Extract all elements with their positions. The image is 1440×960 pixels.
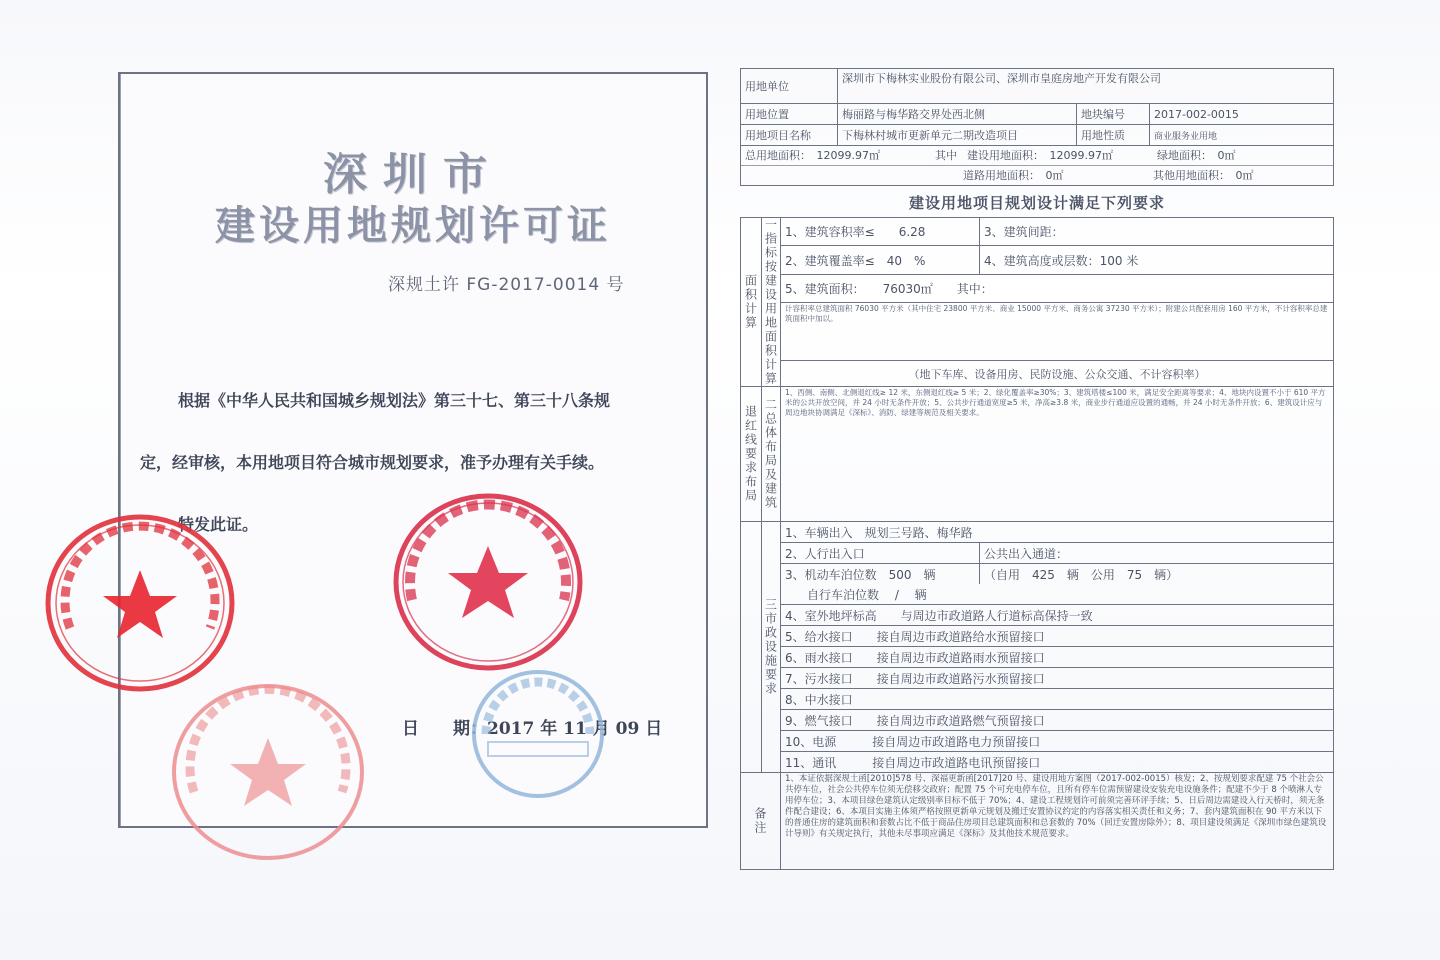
seal-huangting-red-1: [40, 508, 240, 698]
notes-text: 1、本证依据深规土函[2010]578 号、深福更新函[2017]20 号、建设用地方案图（2017-002-0015）核发；2、按规划要求配建 75 个社会公共停车位，社会公共停车位须无偿移交政府；配置 75 个可充电停车位，且所有停车位需预留建设安装充电设施条件；配建不少于 8 个喷淋人专用停车位；3、本项目绿色建筑认定级别率目标不低于 70%；4、建设工程规划许可前须完善环评手续；5、日后周边需建设入行天桥时，须无条件配合建设；6、本项目实施主体须严格按照更新单元规划及搬迁安置协议约定的内容落实相关责任和义务；7、套内建筑面积在 90 平方米以下的普通住房的建筑面积和套数占比不低于商品住房项目总建筑面积和总套数的 70%（回迁安置房除外）；8、项目建设须满足《深圳市绿色建筑设计导则》有关规定执行，其他未尽事项应满足《深标》及其他技术规范要求。: [781, 773, 1334, 870]
municipal-item-3c: 自行车泊位数 / 辆: [781, 584, 1334, 605]
notes-label: 备注: [741, 773, 781, 870]
issue-date: 日 期：2017 年 11 月 09 日: [402, 719, 663, 739]
parcel-label: 地块编号: [1077, 104, 1150, 125]
parcel-value: 2017-002-0015: [1150, 104, 1334, 125]
floor-area-item: 5、建筑面积： 76030㎡ 其中：: [781, 274, 1334, 302]
permit-number: 深规土许 FG-2017-0014 号: [388, 275, 625, 295]
requirements-page: [740, 68, 1334, 870]
municipal-item-2b: 公共出入通道：: [980, 543, 1334, 564]
municipal-item-2: 2、人行出入口: [781, 543, 980, 564]
of-which-label: 其中: [935, 149, 957, 162]
nature-label: 用地性质: [1077, 125, 1150, 146]
title-main: 建设用地规划许可证: [215, 202, 611, 249]
land-info-table: [740, 68, 1334, 186]
municipal-item-3: 3、机动车泊位数 500 辆: [781, 564, 980, 585]
municipal-item-8: 8、中水接口: [781, 689, 1334, 710]
spacing-item: 3、建筑间距：: [980, 218, 1334, 246]
floor-area-detail: 计容积率总建筑面积 76030 平方米（其中住宅 23800 平方米、商业 15000 平方米、商务公寓 37230 平方米）；附建公共配套用房 160 平方米，不计容积率总建筑面积中加以。: [781, 303, 1334, 361]
municipal-item-10: 10、电源 接自周边市政道路电力预留接口: [781, 731, 1334, 752]
nature-value: 商业服务业用地: [1150, 125, 1334, 146]
sec2-label: 二总体布局及建筑: [762, 387, 781, 522]
municipal-item-5: 5、给水接口 接自周边市政道路给水预留接口: [781, 626, 1334, 647]
total-area: 总用地面积： 12099.97㎡: [745, 149, 880, 162]
body-line-3: 特发此证。: [178, 515, 259, 534]
build-area: 建设用地面积： 12099.97㎡: [967, 149, 1113, 162]
other-area: 其他用地面积： 0㎡: [1153, 169, 1254, 182]
requirements-table: [740, 217, 1334, 870]
project-label: 用地项目名称: [741, 125, 838, 146]
body-line-1: 根据《中华人民共和国城乡规划法》第三十七、第三十八条规: [178, 391, 611, 410]
location-value: 梅丽路与梅华路交界处西北侧: [838, 104, 1077, 125]
unit-value: 深圳市下梅林实业股份有限公司、深圳市皇庭房地产开发有限公司: [838, 69, 1334, 104]
coverage-item: 2、建筑覆盖率≤ 40 %: [781, 246, 980, 274]
height-item: 4、建筑高度或层数：100 米: [980, 246, 1334, 274]
sec3-label: 三市政设施要求: [762, 522, 781, 773]
unit-label: 用地单位: [741, 69, 838, 104]
requirements-title: 建设用地项目规划设计满足下列要求: [908, 194, 1165, 212]
seal-huangting-red-2: [168, 682, 368, 862]
municipal-item-3b: （自用 425 辆 公用 75 辆）: [980, 564, 1334, 585]
layout-requirements: 1、西侧、南侧、北侧退红线≥ 12 米，东侧退红线≥ 5 米；2、绿化覆盖率≥30%；3、建筑塔楼≤100 米，满足安全距离等要求；4、地块内设置不小于 610 平方米的公共开放空间，并 24 小时无条件开放；5、公共步行通道宽度≥5 米，净高≥3.8 米，商业步行通道应设置的通畅，并 24 小时无条件开放；6、建筑设计应与周边地块协调满足《深标》、消防、绿建等规范及相关要求。: [781, 387, 1334, 522]
municipal-item-11: 11、通讯 接自周边市政道路电讯预留接口: [781, 752, 1334, 773]
municipal-item-1: 1、车辆出入 规划三号路、梅华路: [781, 522, 1334, 543]
green-area: 绿地面积： 0㎡: [1157, 149, 1236, 162]
seal-xiameilin-red: [388, 490, 588, 675]
municipal-item-6: 6、雨水接口 接自周边市政道路雨水预留接口: [781, 647, 1334, 668]
municipal-item-9: 9、燃气接口 接自周边市政道路燃气预留接口: [781, 710, 1334, 731]
far-item: 1、建筑容积率≤ 6.28: [781, 218, 980, 246]
title-city: 深圳市: [323, 149, 503, 200]
underground-note: （地下车库、设备用房、民防设施、公众交通、不计容积率）: [781, 361, 1334, 387]
seal-planning-bureau-blue: [468, 664, 608, 804]
sec1-side-label: 面积计算: [741, 218, 762, 387]
municipal-item-4: 4、室外地坪标高 与周边市政道路人行道标高保持一致: [781, 605, 1334, 626]
municipal-item-7: 7、污水接口 接自周边市政道路污水预留接口: [781, 668, 1334, 689]
sec2-side-label: 退红线要求布局: [741, 387, 762, 522]
body-line-2: 定，经审核，本用地项目符合城市规划要求，准予办理有关手续。: [140, 453, 605, 472]
sec1-label: 一指标按建设用地面积计算: [762, 218, 781, 387]
project-value: 下梅林村城市更新单元二期改造项目: [838, 125, 1077, 146]
location-label: 用地位置: [741, 104, 838, 125]
road-area: 道路用地面积： 0㎡: [963, 169, 1064, 182]
